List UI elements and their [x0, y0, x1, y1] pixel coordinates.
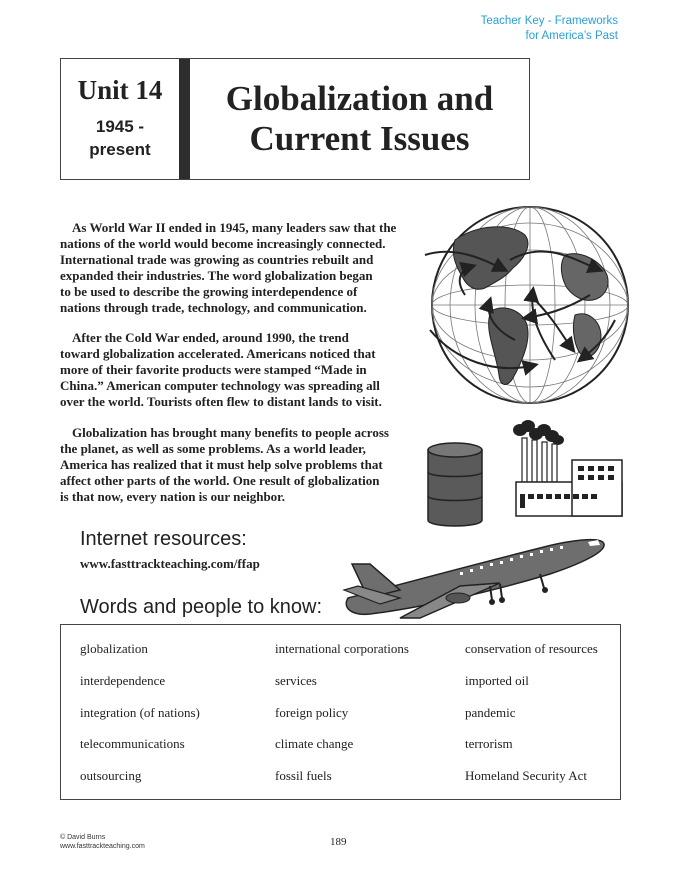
text-line: nations through trade, technology, and communication.	[60, 300, 367, 315]
vocab-term: integration (of nations)	[80, 705, 200, 720]
vocab-term: fossil fuels	[275, 768, 332, 783]
vocabulary-box	[60, 624, 621, 800]
text-line: is that now, every nation is our neighbor.	[60, 489, 286, 504]
paragraph-3	[60, 425, 420, 505]
vocab-term: telecommunications	[80, 736, 185, 751]
unit-label-block	[61, 59, 179, 179]
vocab-term: Homeland Security Act	[465, 768, 588, 783]
internet-resources-heading: Internet resources:	[80, 528, 247, 550]
text-line: Globalization has brought many benefits to people across	[72, 425, 389, 440]
vocab-term: outsourcing	[80, 768, 142, 783]
text-line: International trade was growing as countries rebuilt and	[60, 252, 374, 267]
page-number: 189	[330, 836, 347, 848]
vocab-term: international corporations	[275, 641, 409, 656]
unit-years	[61, 115, 179, 161]
factory-icon	[508, 418, 628, 518]
teacher-key-line1: Teacher Key - Frameworks	[480, 15, 618, 27]
paragraph-2	[60, 330, 420, 410]
teacher-key-line2: for America’s Past	[525, 30, 618, 42]
text-line: over the world. Tourists often flew to distant lands to visit.	[60, 394, 382, 409]
header-divider	[179, 59, 190, 179]
unit-number: Unit 14	[77, 75, 163, 105]
vocab-term: foreign policy	[275, 705, 349, 720]
text-line: affect other parts of the world. One result of globalization	[60, 473, 380, 488]
vocab-term: pandemic	[465, 705, 516, 720]
resource-link[interactable]: www.fasttrackteaching.com/ffap	[80, 556, 260, 571]
unit-years-line2: present	[89, 140, 151, 159]
text-line: more of their favorite products were stamped “Made in	[60, 362, 367, 377]
text-line: America has realized that it must help solve problems that	[60, 457, 383, 472]
text-line: As World War II ended in 1945, many leaders saw that the	[72, 220, 397, 235]
copyright: © David Burns	[60, 834, 106, 841]
vocab-term: services	[275, 673, 317, 688]
airplane-icon	[340, 528, 610, 623]
globe-icon	[415, 200, 630, 415]
footer-credit	[60, 833, 145, 851]
footer-site: www.fasttrackteaching.com	[60, 843, 145, 850]
text-line: toward globalization accelerated. Americans noticed that	[60, 346, 376, 361]
page-title-line1: Globalization and	[225, 79, 494, 118]
oil-barrel-icon	[425, 440, 485, 530]
vocab-term: terrorism	[465, 736, 513, 751]
vocab-term: imported oil	[465, 673, 529, 688]
text-line: China.” American computer technology was spreading all	[60, 378, 380, 393]
page-title	[226, 79, 493, 159]
title-block	[190, 59, 529, 179]
vocab-term: globalization	[80, 641, 148, 656]
text-line: to be used to describe the growing interdependence of	[60, 284, 358, 299]
page-title-line2: Current Issues	[249, 119, 470, 158]
unit-years-line1: 1945 -	[95, 117, 145, 136]
vocab-term: interdependence	[80, 673, 166, 688]
text-line: the planet, as well as some problems. As a world leader,	[60, 441, 366, 456]
teacher-key	[481, 14, 618, 44]
unit-header	[60, 58, 530, 180]
paragraph-1	[60, 220, 420, 316]
words-heading: Words and people to know:	[80, 596, 323, 618]
vocab-term: climate change	[275, 736, 354, 751]
text-line: After the Cold War ended, around 1990, the trend	[72, 330, 349, 345]
vocab-term: conservation of resources	[465, 641, 598, 656]
text-line: expanded their industries. The word globalization began	[60, 268, 373, 283]
text-line: nations of the world would become increasingly connected.	[60, 236, 386, 251]
